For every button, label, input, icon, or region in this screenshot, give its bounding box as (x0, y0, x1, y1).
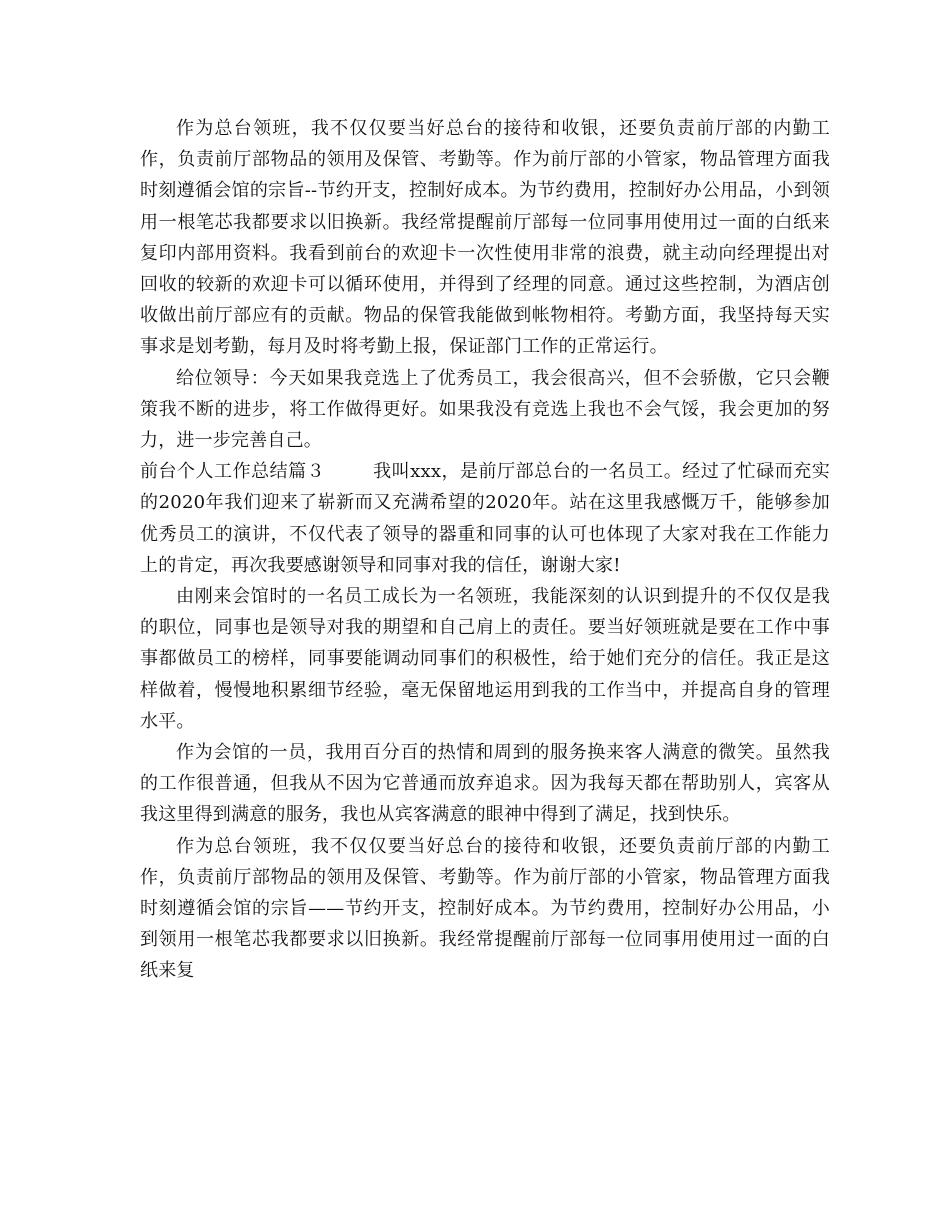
paragraph-1: 作为总台领班，我不仅仅要当好总台的接待和收银，还要负责前厅部的内勤工作，负责前厅部物品的领用及保管、考勤等。作为前厅部的小管家，物品管理方面我时刻遵循会馆的宗旨--节约开支，控制好成本。为节约费用，控制好办公用品，小到领用一根笔芯我都要求以旧换新。我经常提醒前厅部每一位同事用使用过一面的白纸来复印内部用资料。我看到前台的欢迎卡一次性使用非常的浪费，就主动向经理提出对回收的较新的欢迎卡可以循环使用，并得到了经理的同意。通过这些控制，为酒店创收做出前厅部应有的贡献。物品的保管我能做到帐物相符。考勤方面，我坚持每天实事求是划考勤，每月及时将考勤上报，保证部门工作的正常运行。 (140, 118, 830, 358)
paragraph-3 (140, 456, 830, 581)
paragraph-6: 作为总台领班，我不仅仅要当好总台的接待和收银，还要负责前厅部的内勤工作，负责前厅部物品的领用及保管、考勤等。作为前厅部的小管家，物品管理方面我时刻遵循会馆的宗旨——节约开支，控制好成本。为节约费用，控制好办公用品，小到领用一根笔芯我都要求以旧换新。我经常提醒前厅部每一位同事用使用过一面的白纸来复 (140, 835, 830, 982)
paragraph-3-text: 我叫xxx，是前厅部总台的一名员工。经过了忙碌而充实的2020年我们迎来了崭新而又充满希望的2020年。站在这里我感慨万千，能够参加优秀员工的演讲，不仅代表了领导的器重和同事的认可也体现了大家对我在工作能力上的肯定，再次我要感谢领导和同事对我的信任，谢谢大家! (140, 461, 831, 576)
document-body (140, 113, 830, 987)
paragraph-4: 由刚来会馆时的一名员工成长为一名领班，我能深刻的认识到提升的不仅仅是我的职位，同事也是领导对我的期望和自己肩上的责任。要当好领班就是要在工作中事事都做员工的榜样，同事要能调动同事们的积极性，给于她们充分的信任。我正是这样做着，慢慢地积累细节经验，毫无保留地运用到我的工作当中，并提高自身的管理水平。 (140, 586, 830, 732)
paragraph-2: 给位领导：今天如果我竞选上了优秀员工，我会很高兴，但不会骄傲，它只会鞭策我不断的进步，将工作做得更好。如果我没有竞选上我也不会气馁，我会更加的努力，进一步完善自己。 (140, 367, 830, 452)
paragraph-5: 作为会馆的一员，我用百分百的热情和周到的服务换来客人满意的微笑。虽然我的工作很普通，但我从不因为它普通而放弃追求。因为我每天都在帮助别人，宾客从我这里得到满意的服务，我也从宾客满意的眼神中得到了满足，找到快乐。 (140, 742, 830, 826)
section-heading: 前台个人工作总结篇３ (140, 461, 326, 483)
